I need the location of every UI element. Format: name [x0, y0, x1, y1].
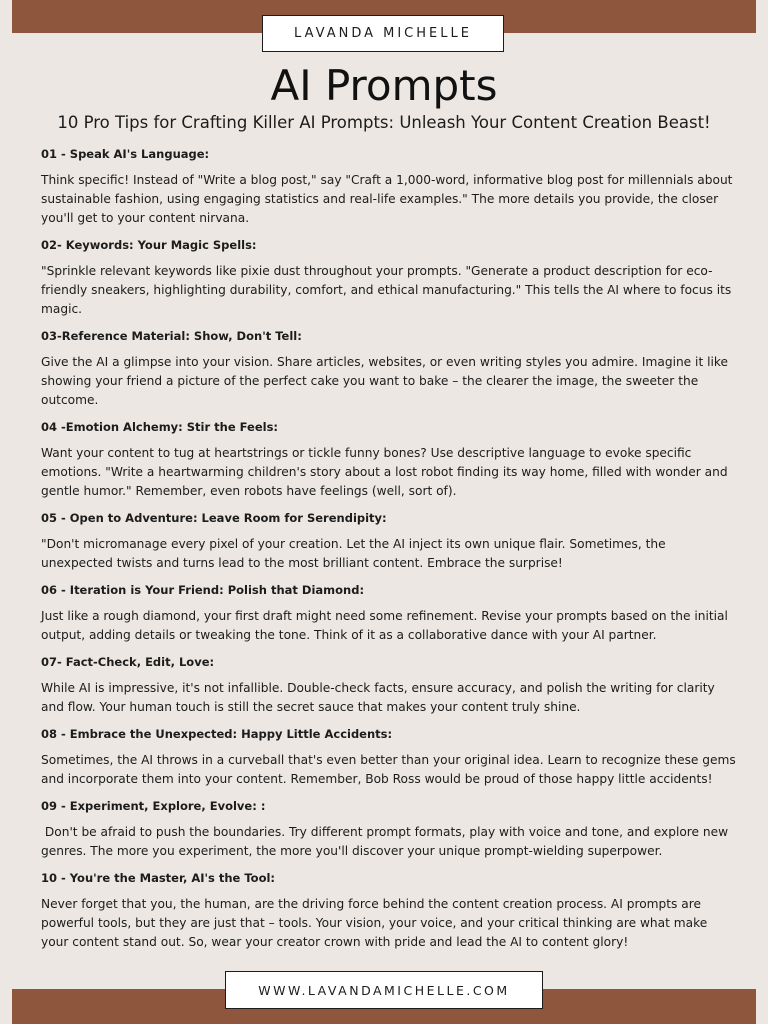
tip-item [41, 146, 738, 228]
tip-item [41, 510, 738, 573]
tip-heading: 10 - You're the Master, AI's the Tool: [41, 871, 276, 885]
tip-heading: 08 - Embrace the Unexpected: Happy Little Accidents: [41, 727, 393, 741]
tip-item [41, 654, 738, 717]
tip-heading: 02- Keywords: Your Magic Spells: [41, 238, 257, 252]
tip-heading: 01 - Speak AI's Language: [41, 147, 210, 161]
tip-heading: 03-Reference Material: Show, Don't Tell: [41, 329, 302, 343]
tip-heading: 06 - Iteration is Your Friend: Polish that Diamond: [41, 583, 365, 597]
page-title: AI Prompts [270, 61, 498, 110]
tip-body: Just like a rough diamond, your first draft might need some refinement. Revise your prompts based on the initial output, adding details or tweaking the tone. Think of it as a collaborative dance with your AI partner. [41, 609, 728, 642]
tip-item [41, 328, 738, 410]
tip-item [41, 419, 738, 501]
website-box [225, 971, 543, 1009]
website-url: WWW.LAVANDAMICHELLE.COM [258, 982, 510, 998]
tip-body: Give the AI a glimpse into your vision. Share articles, websites, or even writing styles you admire. Imagine it like showing your friend a picture of the perfect cake you want to bake – the clearer the image, the sweeter the outcome. [41, 355, 728, 407]
page-subtitle: 10 Pro Tips for Crafting Killer AI Prompts: Unleash Your Content Creation Beast! [57, 113, 711, 132]
tip-body: Think specific! Instead of "Write a blog post," say "Craft a 1,000-word, informative blog post for millennials about sustainable fashion, using engaging statistics and real-life examples." The more details you provide, the closer you'll get to your content nirvana. [41, 173, 733, 225]
tip-item [41, 798, 738, 861]
tip-item [41, 870, 738, 952]
tip-item [41, 726, 738, 789]
tip-body: Don't be afraid to push the boundaries. Try different prompt formats, play with voice and tone, and explore new genres. The more you experiment, the more you'll discover your unique prompt-wielding superpower. [41, 825, 732, 858]
tip-item [41, 237, 738, 319]
tip-body: "Don't micromanage every pixel of your creation. Let the AI inject its own unique flair. Sometimes, the unexpected twists and turns lead to the most brilliant content. Embrace the surprise! [41, 537, 666, 570]
brand-name: LAVANDA MICHELLE [294, 26, 472, 41]
brand-name-box [262, 15, 504, 52]
tip-body: While AI is impressive, it's not infallible. Double-check facts, ensure accuracy, and polish the writing for clarity and flow. Your human touch is still the secret sauce that makes your content truly shine. [41, 681, 715, 714]
tip-heading: 09 - Experiment, Explore, Evolve: : [41, 799, 266, 813]
tip-heading: 05 - Open to Adventure: Leave Room for Serendipity: [41, 511, 387, 525]
tip-heading: 04 -Emotion Alchemy: Stir the Feels: [41, 420, 279, 434]
tip-body: Want your content to tug at heartstrings or tickle funny bones? Use descriptive language to evoke specific emotions. "Write a heartwarming children's story about a lost robot finding its way home, filled with wonder and gentle humor." Remember, even robots have feelings (well, sort of). [41, 446, 728, 498]
tip-body: Sometimes, the AI throws in a curveball that's even better than your original idea. Learn to recognize these gems and incorporate them into your content. Remember, Bob Ross would be proud of those happy little accidents! [41, 753, 736, 786]
tip-body: "Sprinkle relevant keywords like pixie dust throughout your prompts. "Generate a product description for eco-friendly sneakers, highlighting durability, comfort, and ethical manufacturing." This tells the AI where to focus its magic. [41, 264, 732, 316]
tip-heading: 07- Fact-Check, Edit, Love: [41, 655, 215, 669]
tip-body: Never forget that you, the human, are the driving force behind the content creation process. AI prompts are powerful tools, but they are just that – tools. Your vision, your voice, and your critical thinking are what make your content stand out. So, wear your creator crown with pride and lead the AI to content glory! [41, 897, 708, 949]
tip-item [41, 582, 738, 645]
tips-list [41, 146, 738, 961]
